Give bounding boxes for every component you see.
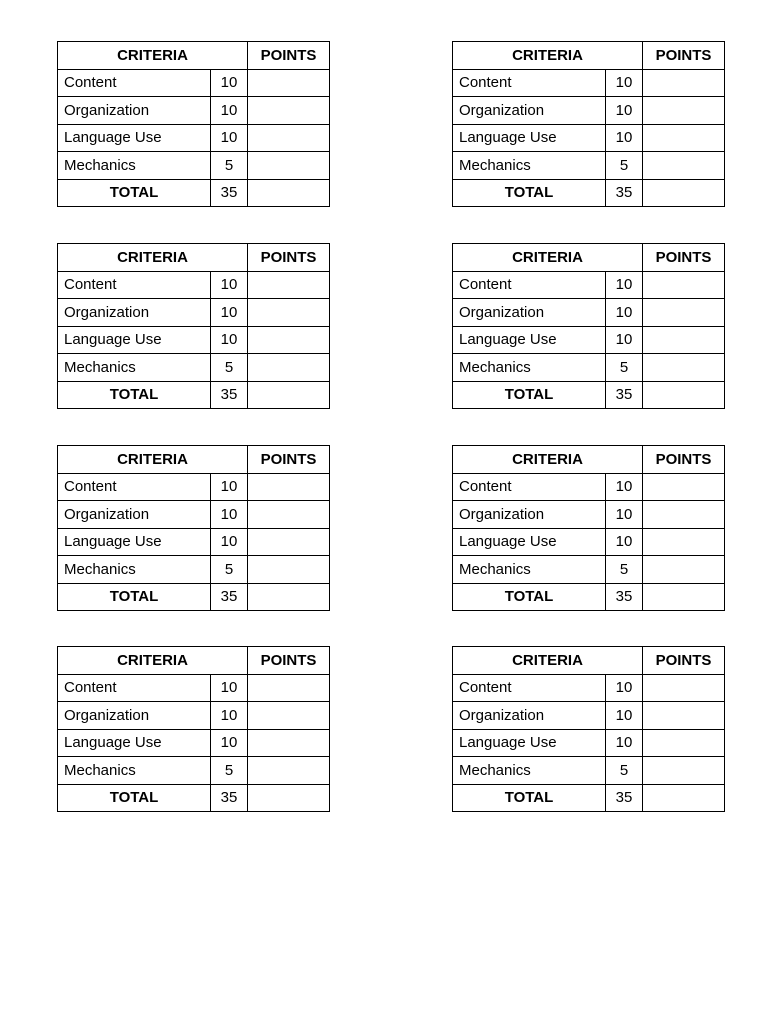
header-row xyxy=(58,647,330,675)
points-header: POINTS xyxy=(248,647,330,675)
criterion-max-points: 10 xyxy=(606,729,643,757)
points-cell[interactable] xyxy=(643,729,725,757)
criterion-max-points: 10 xyxy=(606,124,643,152)
criterion-max-points: 10 xyxy=(211,528,248,556)
criterion-label: Content xyxy=(453,473,606,501)
table-row xyxy=(58,97,330,125)
table-row xyxy=(453,271,725,299)
total-points-cell[interactable] xyxy=(248,179,330,207)
points-cell[interactable] xyxy=(248,124,330,152)
header-row xyxy=(453,42,725,70)
points-cell[interactable] xyxy=(643,556,725,584)
table-row xyxy=(453,124,725,152)
table-row xyxy=(58,729,330,757)
total-points-cell[interactable] xyxy=(643,381,725,409)
points-cell[interactable] xyxy=(643,501,725,529)
criterion-max-points: 10 xyxy=(606,528,643,556)
criterion-label: Organization xyxy=(453,299,606,327)
table-row xyxy=(453,69,725,97)
total-label: TOTAL xyxy=(58,784,211,812)
criterion-label: Mechanics xyxy=(58,556,211,584)
points-cell[interactable] xyxy=(643,528,725,556)
points-cell[interactable] xyxy=(248,473,330,501)
total-max-points: 35 xyxy=(211,583,248,611)
criterion-label: Organization xyxy=(453,97,606,125)
criterion-max-points: 10 xyxy=(211,69,248,97)
total-row xyxy=(453,784,725,812)
header-row xyxy=(453,244,725,272)
points-header: POINTS xyxy=(248,42,330,70)
criterion-label: Mechanics xyxy=(453,152,606,180)
criterion-max-points: 10 xyxy=(211,124,248,152)
total-label: TOTAL xyxy=(453,179,606,207)
table-row xyxy=(453,97,725,125)
table-row xyxy=(453,674,725,702)
points-cell[interactable] xyxy=(248,69,330,97)
table-row xyxy=(58,124,330,152)
rubric-table xyxy=(452,243,725,409)
total-label: TOTAL xyxy=(453,381,606,409)
criterion-label: Content xyxy=(453,271,606,299)
total-points-cell[interactable] xyxy=(643,784,725,812)
criterion-label: Content xyxy=(58,69,211,97)
points-cell[interactable] xyxy=(248,354,330,382)
header-row xyxy=(453,647,725,675)
criterion-max-points: 10 xyxy=(211,501,248,529)
points-cell[interactable] xyxy=(248,271,330,299)
header-row xyxy=(58,244,330,272)
table-row xyxy=(453,326,725,354)
criterion-label: Language Use xyxy=(58,729,211,757)
total-label: TOTAL xyxy=(58,583,211,611)
criterion-label: Organization xyxy=(453,702,606,730)
criterion-label: Content xyxy=(453,69,606,97)
criterion-max-points: 5 xyxy=(606,556,643,584)
table-row xyxy=(58,702,330,730)
points-cell[interactable] xyxy=(248,501,330,529)
criterion-max-points: 5 xyxy=(211,354,248,382)
table-row xyxy=(453,473,725,501)
rubric-table xyxy=(57,646,330,812)
criterion-max-points: 10 xyxy=(211,473,248,501)
total-max-points: 35 xyxy=(606,583,643,611)
total-max-points: 35 xyxy=(606,784,643,812)
table-row xyxy=(58,556,330,584)
table-row xyxy=(58,152,330,180)
total-points-cell[interactable] xyxy=(248,381,330,409)
rubric-table xyxy=(57,41,330,207)
criterion-max-points: 10 xyxy=(606,674,643,702)
criterion-label: Content xyxy=(58,674,211,702)
rubric-table xyxy=(452,445,725,611)
criteria-header: CRITERIA xyxy=(58,42,248,70)
criterion-max-points: 10 xyxy=(606,97,643,125)
points-cell[interactable] xyxy=(643,354,725,382)
total-max-points: 35 xyxy=(211,381,248,409)
criterion-max-points: 10 xyxy=(606,501,643,529)
table-row xyxy=(58,473,330,501)
total-points-cell[interactable] xyxy=(643,179,725,207)
criterion-label: Content xyxy=(453,674,606,702)
points-cell[interactable] xyxy=(643,97,725,125)
criterion-max-points: 10 xyxy=(211,674,248,702)
points-cell[interactable] xyxy=(248,97,330,125)
table-row xyxy=(453,299,725,327)
points-cell[interactable] xyxy=(643,69,725,97)
criteria-header: CRITERIA xyxy=(58,647,248,675)
table-row xyxy=(58,674,330,702)
table-row xyxy=(453,702,725,730)
table-row xyxy=(58,528,330,556)
total-row xyxy=(453,381,725,409)
criteria-header: CRITERIA xyxy=(453,42,643,70)
table-row xyxy=(453,528,725,556)
rubric-table xyxy=(57,445,330,611)
criteria-header: CRITERIA xyxy=(453,647,643,675)
criterion-max-points: 10 xyxy=(211,729,248,757)
header-row xyxy=(58,446,330,474)
points-cell[interactable] xyxy=(643,271,725,299)
criterion-label: Mechanics xyxy=(58,354,211,382)
table-row xyxy=(453,556,725,584)
total-row xyxy=(453,583,725,611)
total-points-cell[interactable] xyxy=(248,784,330,812)
header-row xyxy=(453,446,725,474)
table-row xyxy=(453,354,725,382)
table-row xyxy=(58,757,330,785)
criterion-label: Mechanics xyxy=(453,556,606,584)
criterion-label: Language Use xyxy=(58,326,211,354)
criterion-max-points: 5 xyxy=(211,757,248,785)
points-cell[interactable] xyxy=(248,528,330,556)
total-label: TOTAL xyxy=(58,381,211,409)
criterion-max-points: 10 xyxy=(606,473,643,501)
total-label: TOTAL xyxy=(58,179,211,207)
table-row xyxy=(453,757,725,785)
total-label: TOTAL xyxy=(453,583,606,611)
criterion-max-points: 10 xyxy=(606,299,643,327)
criterion-max-points: 10 xyxy=(606,702,643,730)
points-cell[interactable] xyxy=(248,152,330,180)
total-row xyxy=(58,179,330,207)
criterion-label: Organization xyxy=(58,299,211,327)
criterion-max-points: 10 xyxy=(211,326,248,354)
table-row xyxy=(58,69,330,97)
criterion-label: Organization xyxy=(453,501,606,529)
table-row xyxy=(453,501,725,529)
criteria-header: CRITERIA xyxy=(453,446,643,474)
total-row xyxy=(453,179,725,207)
criterion-label: Language Use xyxy=(453,528,606,556)
criterion-label: Mechanics xyxy=(453,354,606,382)
criterion-max-points: 5 xyxy=(606,152,643,180)
header-row xyxy=(58,42,330,70)
criterion-max-points: 10 xyxy=(211,97,248,125)
table-row xyxy=(58,501,330,529)
criterion-label: Language Use xyxy=(58,528,211,556)
criterion-label: Organization xyxy=(58,501,211,529)
points-cell[interactable] xyxy=(248,757,330,785)
rubric-table xyxy=(57,243,330,409)
points-cell[interactable] xyxy=(643,473,725,501)
criterion-max-points: 10 xyxy=(211,271,248,299)
criterion-label: Content xyxy=(58,473,211,501)
criterion-max-points: 10 xyxy=(606,271,643,299)
points-header: POINTS xyxy=(643,42,725,70)
table-row xyxy=(58,271,330,299)
table-row xyxy=(58,354,330,382)
criterion-max-points: 10 xyxy=(211,702,248,730)
points-cell[interactable] xyxy=(248,702,330,730)
points-cell[interactable] xyxy=(248,326,330,354)
criterion-max-points: 5 xyxy=(606,354,643,382)
criterion-label: Mechanics xyxy=(58,757,211,785)
criterion-max-points: 5 xyxy=(211,152,248,180)
total-row xyxy=(58,583,330,611)
criteria-header: CRITERIA xyxy=(58,446,248,474)
criterion-label: Mechanics xyxy=(58,152,211,180)
criteria-header: CRITERIA xyxy=(58,244,248,272)
criterion-label: Organization xyxy=(58,702,211,730)
criterion-label: Language Use xyxy=(453,729,606,757)
criterion-label: Organization xyxy=(58,97,211,125)
points-header: POINTS xyxy=(248,446,330,474)
total-max-points: 35 xyxy=(606,179,643,207)
points-cell[interactable] xyxy=(643,299,725,327)
total-max-points: 35 xyxy=(211,179,248,207)
criterion-label: Language Use xyxy=(453,326,606,354)
points-header: POINTS xyxy=(248,244,330,272)
criterion-label: Language Use xyxy=(453,124,606,152)
criterion-label: Mechanics xyxy=(453,757,606,785)
points-cell[interactable] xyxy=(248,729,330,757)
total-row xyxy=(58,784,330,812)
rubric-table xyxy=(452,41,725,207)
total-label: TOTAL xyxy=(453,784,606,812)
points-cell[interactable] xyxy=(643,757,725,785)
criterion-max-points: 10 xyxy=(606,69,643,97)
points-cell[interactable] xyxy=(643,702,725,730)
points-cell[interactable] xyxy=(643,124,725,152)
total-row xyxy=(58,381,330,409)
points-header: POINTS xyxy=(643,244,725,272)
criterion-max-points: 5 xyxy=(606,757,643,785)
points-cell[interactable] xyxy=(643,674,725,702)
points-cell[interactable] xyxy=(643,326,725,354)
criterion-label: Language Use xyxy=(58,124,211,152)
points-cell[interactable] xyxy=(248,299,330,327)
criterion-max-points: 10 xyxy=(211,299,248,327)
points-header: POINTS xyxy=(643,446,725,474)
table-row xyxy=(453,152,725,180)
total-points-cell[interactable] xyxy=(248,583,330,611)
table-row xyxy=(453,729,725,757)
criterion-max-points: 5 xyxy=(211,556,248,584)
criteria-header: CRITERIA xyxy=(453,244,643,272)
table-row xyxy=(58,299,330,327)
points-cell[interactable] xyxy=(248,674,330,702)
table-row xyxy=(58,326,330,354)
rubric-table xyxy=(452,646,725,812)
total-max-points: 35 xyxy=(211,784,248,812)
points-cell[interactable] xyxy=(643,152,725,180)
points-header: POINTS xyxy=(643,647,725,675)
total-points-cell[interactable] xyxy=(643,583,725,611)
points-cell[interactable] xyxy=(248,556,330,584)
criterion-max-points: 10 xyxy=(606,326,643,354)
criterion-label: Content xyxy=(58,271,211,299)
total-max-points: 35 xyxy=(606,381,643,409)
